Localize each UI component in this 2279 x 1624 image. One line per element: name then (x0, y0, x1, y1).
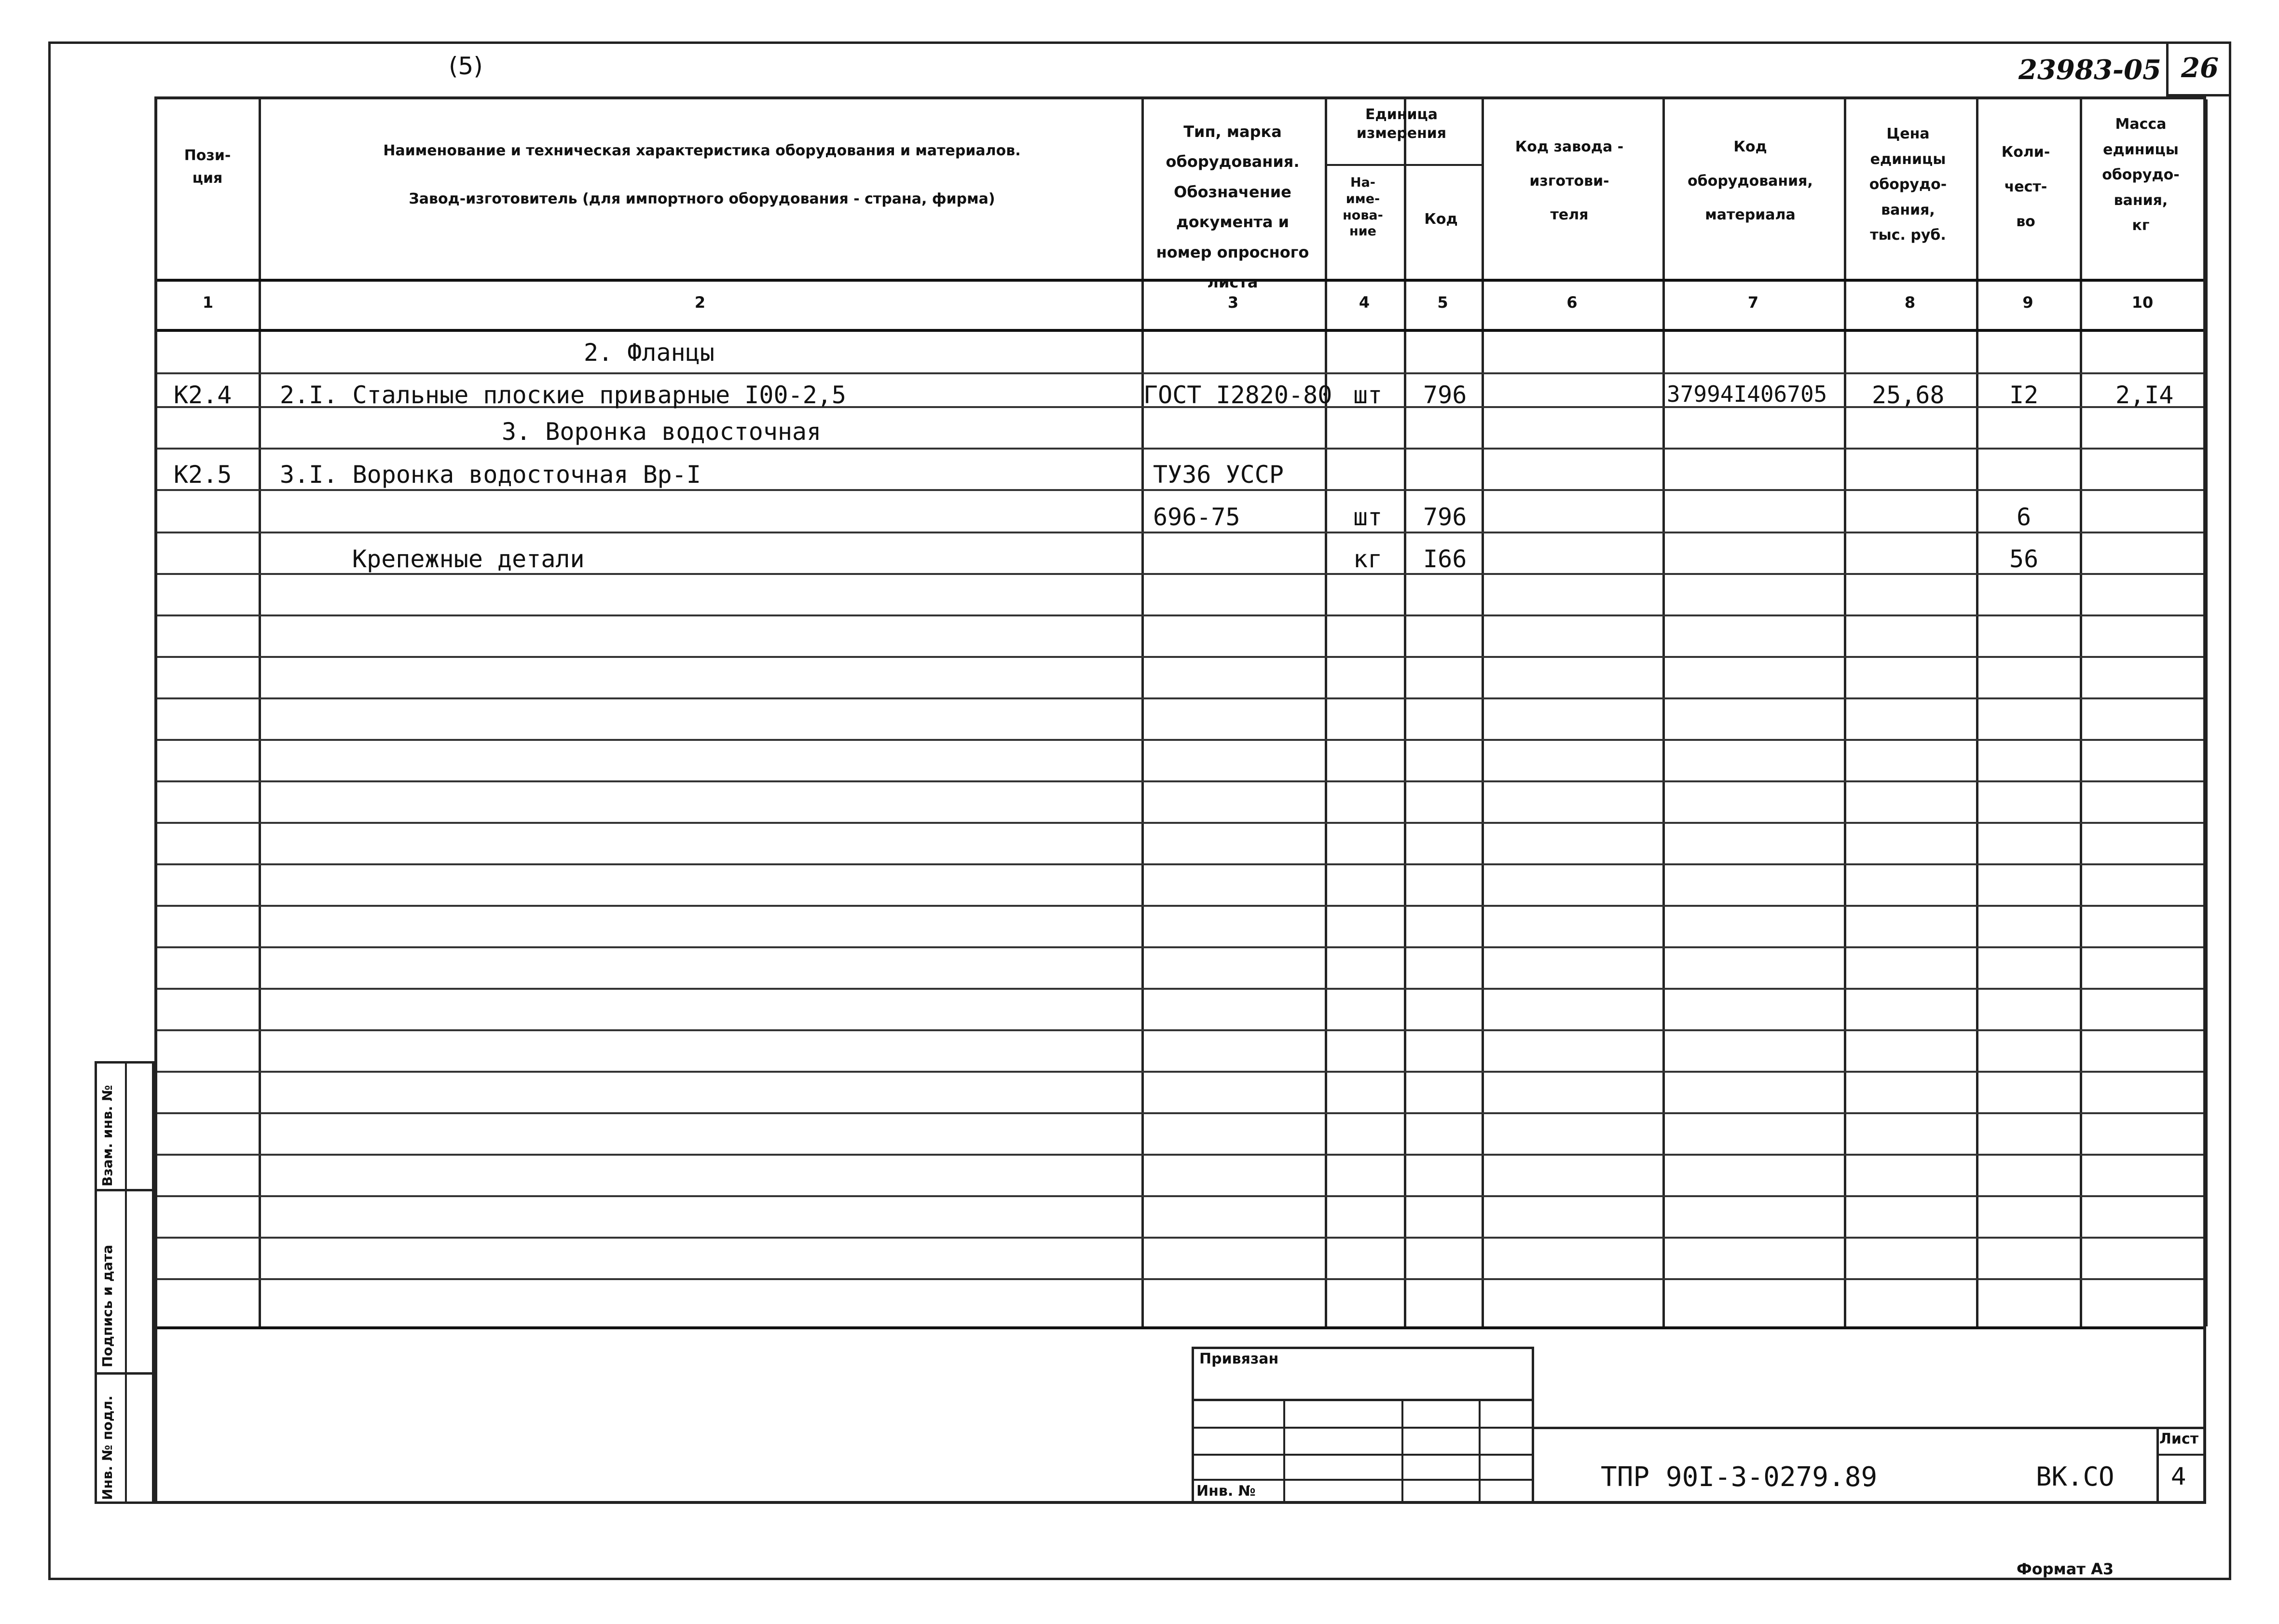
table-row-3-type: ТУ36 УССР (1153, 461, 1284, 489)
header-equipment-code: Код оборудования, материала (1688, 138, 1813, 223)
table-row-4-code: 796 (1423, 503, 1467, 531)
table-row-1-unit: шт (1353, 381, 1383, 409)
sheet-value: 4 (2171, 1462, 2186, 1490)
page-marker: (5) (449, 52, 483, 80)
header-type: Тип, марка оборудования. Обозначение документа и номер опросного листа (1156, 123, 1309, 291)
table-row-1-type: ГОСТ I2820-80 (1143, 381, 1332, 409)
header-unit-name: На- име- нова- ние (1343, 175, 1383, 239)
table-row-1-code: 796 (1423, 381, 1467, 409)
table-row-0-name: 2. Фланцы (584, 339, 714, 367)
table-row-1-pos: К2.4 (174, 381, 232, 409)
table-row-4-unit: шт (1353, 503, 1383, 531)
document-code: ТПР 90I-3-0279.89 (1601, 1461, 1878, 1493)
header-name-sub: Завод-изготовитель (для импортного оборудования - страна, фирма) (409, 191, 995, 207)
col-num-6: 6 (1566, 293, 1578, 312)
col-num-10: 10 (2131, 293, 2154, 312)
header-unit-group: Единица измерения (1356, 106, 1447, 142)
header-unit-code: Код (1424, 211, 1458, 228)
table-row-5-name: Крепежные детали (352, 545, 585, 573)
header-mass: Масса единицы оборудо- вания, кг (2102, 116, 2180, 234)
section-code: ВК.СО (2036, 1461, 2114, 1492)
page-number: 26 (2181, 52, 2219, 84)
table-row-4-type: 696-75 (1153, 503, 1240, 531)
bound-label: Привязан (1199, 1351, 1279, 1367)
table-row-1-equip: 37994I406705 (1667, 381, 1827, 407)
table-row-1-price: 25,68 (1872, 381, 1945, 409)
table-row-3-pos: К2.5 (174, 461, 232, 489)
side-label-replacement: Взам. инв. № (99, 1085, 115, 1187)
header-position: Пози- ция (184, 147, 231, 187)
header-factory-code: Код завода - изготови- теля (1515, 138, 1624, 223)
table-row-5-unit: кг (1353, 545, 1383, 573)
drawing-number: 23983-05 (2018, 54, 2161, 86)
format-label: Формат А3 (2017, 1560, 2114, 1578)
col-num-1: 1 (202, 293, 214, 312)
header-quantity: Коли- чест- во (2001, 144, 2050, 230)
table-row-1-name: 2.I. Стальные плоские приварные I00-2,5 (280, 381, 846, 409)
table-row-1-qty: I2 (2009, 381, 2039, 409)
col-num-9: 9 (2022, 293, 2033, 312)
table-row-1-mass: 2,I4 (2115, 381, 2174, 409)
table-row-2-name: 3. Воронка водосточная (502, 418, 822, 446)
table-row-4-qty: 6 (2017, 503, 2032, 531)
col-num-5: 5 (1437, 293, 1448, 312)
col-num-2: 2 (694, 293, 706, 312)
side-label-original-inv: Инв. № подл. (99, 1395, 115, 1500)
col-num-7: 7 (1747, 293, 1759, 312)
header-price: Цена единицы оборудо- вания, тыс. руб. (1869, 125, 1947, 244)
sheet-label: Лист (2159, 1431, 2199, 1447)
inv-label: Инв. № (1196, 1483, 1256, 1500)
col-num-3: 3 (1227, 293, 1239, 312)
table-row-3-name: 3.I. Воронка водосточная Вр-I (280, 461, 701, 489)
header-name: Наименование и техническая характеристика оборудования и материалов. (383, 142, 1021, 159)
col-num-4: 4 (1359, 293, 1370, 312)
side-label-signature: Подпись и дата (99, 1244, 115, 1367)
col-num-8: 8 (1904, 293, 1916, 312)
table-row-5-code: I66 (1423, 545, 1467, 573)
table-row-5-qty: 56 (2009, 545, 2039, 573)
